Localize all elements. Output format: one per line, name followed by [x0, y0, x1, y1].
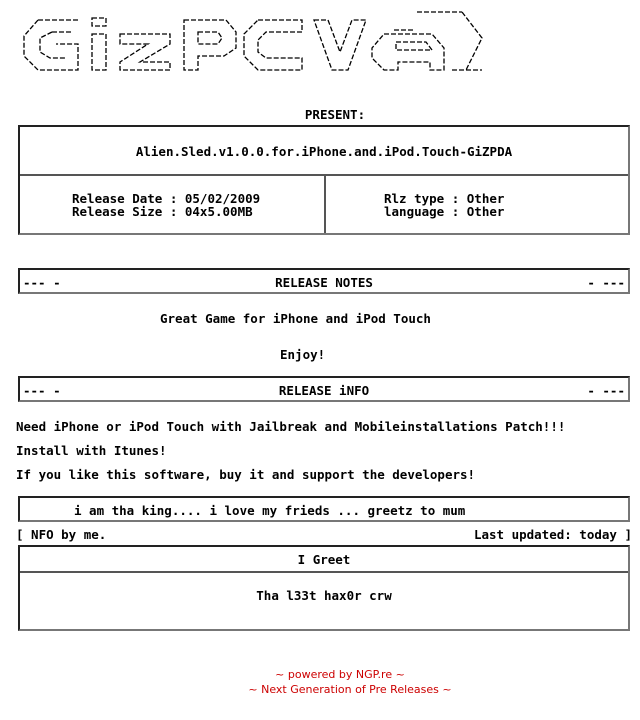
info-line: Install with Itunes!	[16, 443, 167, 458]
notes-line: Great Game for iPhone and iPod Touch	[160, 311, 431, 326]
present-label: PRESENT:	[304, 107, 366, 122]
nfo-by: [ NFO by me.	[16, 527, 107, 542]
release-info-bar	[18, 376, 630, 402]
shoutout-text: i am tha king.... i love my frieds ... greetz to mum	[74, 503, 466, 518]
info-line: If you like this software, buy it and support the developers!	[16, 467, 476, 482]
greet-header: I Greet	[297, 552, 351, 567]
release-notes-bar	[18, 268, 630, 294]
greet-body: Tha l33t hax0r crw	[256, 588, 392, 603]
info-line: Need iPhone or iPod Touch with Jailbreak and Mobileinstallations Patch!!!	[16, 419, 566, 434]
release-title: Alien.Sled.v1.0.0.for.iPhone.and.iPod.Touch-GiZPDA	[135, 144, 513, 159]
last-updated: Last updated: today ]	[473, 527, 632, 542]
release-size: Release Size : 04x5.00MB	[72, 204, 253, 219]
bar-right-dash: - ---	[587, 383, 625, 398]
release-date: Release Date : 05/02/2009	[72, 191, 261, 206]
bar-right-dash: - ---	[587, 275, 625, 290]
bar-left-dash: --- -	[23, 383, 61, 398]
shoutout-box	[18, 496, 630, 522]
release-info-title: RELEASE iNFO	[278, 383, 370, 398]
release-type: Rlz type : Other	[384, 191, 505, 206]
release-notes-title: RELEASE NOTES	[275, 275, 373, 290]
bar-left-dash: --- -	[23, 275, 61, 290]
release-table	[18, 125, 630, 235]
release-language: language : Other	[384, 204, 505, 219]
footer-tagline: ~ Next Generation of Pre Releases ~	[248, 683, 452, 696]
greet-table	[18, 545, 630, 631]
footer-powered-by: ~ powered by NGP.re ~	[275, 668, 405, 681]
gizpda-logo	[22, 8, 492, 88]
notes-enjoy: Enjoy!	[280, 347, 326, 362]
